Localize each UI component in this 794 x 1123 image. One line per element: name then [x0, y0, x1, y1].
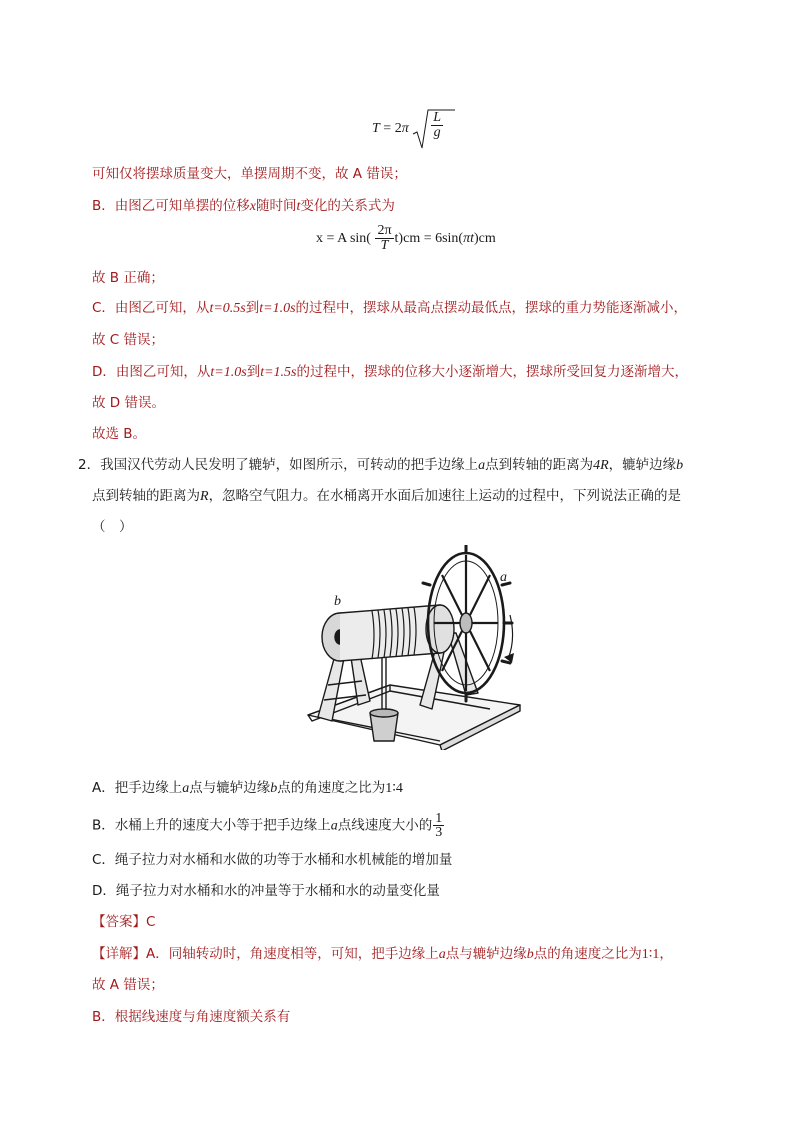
analysis-text3: 点的角速度之比为	[533, 946, 642, 962]
option-b-text2: 点线速度大小的	[337, 817, 433, 834]
displacement-formula	[316, 222, 496, 256]
analysis-line-2: 故 A 错误；	[92, 977, 164, 993]
text-line-4c: 到	[245, 300, 260, 316]
option-a-text3: 点的角速度之比为	[277, 780, 386, 796]
text-line-4	[92, 298, 687, 319]
point-b: b	[676, 458, 684, 473]
formula-pi: π	[401, 121, 409, 137]
sqrt-fraction	[431, 111, 443, 140]
answer-line	[92, 912, 155, 932]
f2-pit: πt	[463, 231, 475, 246]
option-b-pt-a: a	[330, 818, 338, 834]
answer-value: C	[146, 914, 156, 930]
f2-right: )cm	[474, 231, 496, 246]
time-0-5: t=0.5s	[209, 301, 246, 316]
text-line-6e: 的过程中，摆球的位移大小逐渐增大，摆球所受回复力逐渐增大，	[296, 364, 688, 380]
answer-label: 【答案】	[92, 914, 146, 930]
question-2-line-3: （ ）	[92, 519, 133, 535]
text-line-2c: 变化的关系式为	[300, 198, 395, 214]
analysis-pt-a: a	[438, 947, 446, 962]
f2-num: 2π	[377, 223, 392, 239]
analysis-line-1	[92, 944, 673, 965]
text-line-2	[92, 196, 395, 217]
time-1-0b: t=1.0s	[210, 365, 247, 380]
label-b: b	[334, 594, 341, 609]
frac-L: L	[433, 110, 442, 125]
option-a-pt-b: b	[270, 781, 278, 796]
analysis-label: 【详解】	[92, 946, 146, 962]
formula-eq: = 2	[383, 121, 402, 137]
text-line-2a: B．由图乙可知单摆的位移	[92, 198, 250, 214]
question-number: 2．	[78, 457, 101, 473]
label-a: a	[500, 570, 507, 585]
var-x: x	[249, 199, 256, 214]
analysis-line-3: B．根据线速度与角速度额关系有	[92, 1009, 291, 1025]
f2-fraction	[375, 224, 393, 253]
text-line-6a: D．由图乙可知，从	[92, 364, 211, 380]
option-b-text1: B．水桶上升的速度大小等于把手边缘上	[92, 817, 331, 834]
option-a	[92, 778, 403, 799]
f2-left: x = A sin(	[316, 231, 371, 246]
q2-line2a: 点到转轴的距离为	[92, 488, 200, 504]
analysis-text1: A．同轴转动时，角速度相等，可知，把手边缘上	[146, 946, 439, 962]
question-2-line-1	[78, 455, 683, 476]
question-2-line-2	[92, 486, 681, 507]
analysis-text2: 点与辘轳边缘	[445, 946, 527, 962]
text-line-2b: 随时间	[255, 198, 297, 214]
text-line-4e: 的过程中，摆球从最高点摆动最低点，摆球的重力势能逐渐减小，	[295, 300, 688, 316]
option-a-ratio: 1∶4	[385, 781, 403, 796]
option-c: C．绳子拉力对水桶和水做的功等于水桶和水机械能的增加量	[92, 852, 453, 868]
frac-g: g	[433, 125, 441, 140]
frac-den-3: 3	[435, 825, 443, 840]
option-a-text1: A．把手边缘上	[92, 780, 183, 796]
point-a: a	[478, 458, 486, 473]
time-1-5: t=1.5s	[260, 365, 297, 380]
f2-mid: t)cm = 6sin(	[394, 231, 464, 246]
q2-line1a: 我国汉代劳动人民发明了辘轳，如图所示，可转动的把手边缘上	[100, 457, 479, 473]
text-line-4a: C．由图乙可知，从	[92, 300, 210, 316]
option-b	[92, 812, 445, 839]
text-line-7: 故 D 错误。	[92, 395, 165, 411]
text-line-1: 可知仅将摆球质量变大，单摆周期不变，故 A 错误；	[92, 166, 407, 182]
f2-den: T	[380, 238, 389, 254]
text-line-8: 故选 B。	[92, 426, 147, 442]
analysis-ratio: 1∶1	[641, 947, 660, 962]
q2-line2b: ，忽略空气阻力。在水桶离开水面后加速往上运动的过程中，下列说法正确的是	[208, 488, 682, 504]
option-a-pt-a: a	[182, 781, 190, 796]
radius-R: R	[200, 489, 209, 504]
q2-line1c: ，辘轳边缘	[608, 457, 677, 473]
text-line-6c: 到	[246, 364, 261, 380]
text-line-3: 故 B 正确；	[92, 270, 164, 286]
radius-4R: 4R	[593, 458, 609, 473]
text-line-5: 故 C 错误；	[92, 332, 165, 348]
text-line-6	[92, 362, 688, 383]
q2-line1b: 点到转轴的距离为	[485, 457, 594, 473]
option-b-fraction	[433, 812, 444, 839]
analysis-text4: ，	[659, 946, 673, 962]
period-formula	[372, 108, 456, 150]
frac-num-1: 1	[435, 811, 443, 826]
time-1-0: t=1.0s	[259, 301, 296, 316]
windlass-illustration	[290, 545, 522, 750]
analysis-pt-b: b	[526, 947, 534, 962]
formula-T: T	[372, 121, 380, 137]
option-d: D．绳子拉力对水桶和水的冲量等于水桶和水的动量变化量	[92, 883, 440, 899]
option-a-text2: 点与辘轳边缘	[189, 780, 271, 796]
var-t: t	[296, 199, 301, 214]
windlass-figure	[290, 545, 522, 750]
sqrt-symbol	[412, 108, 456, 150]
